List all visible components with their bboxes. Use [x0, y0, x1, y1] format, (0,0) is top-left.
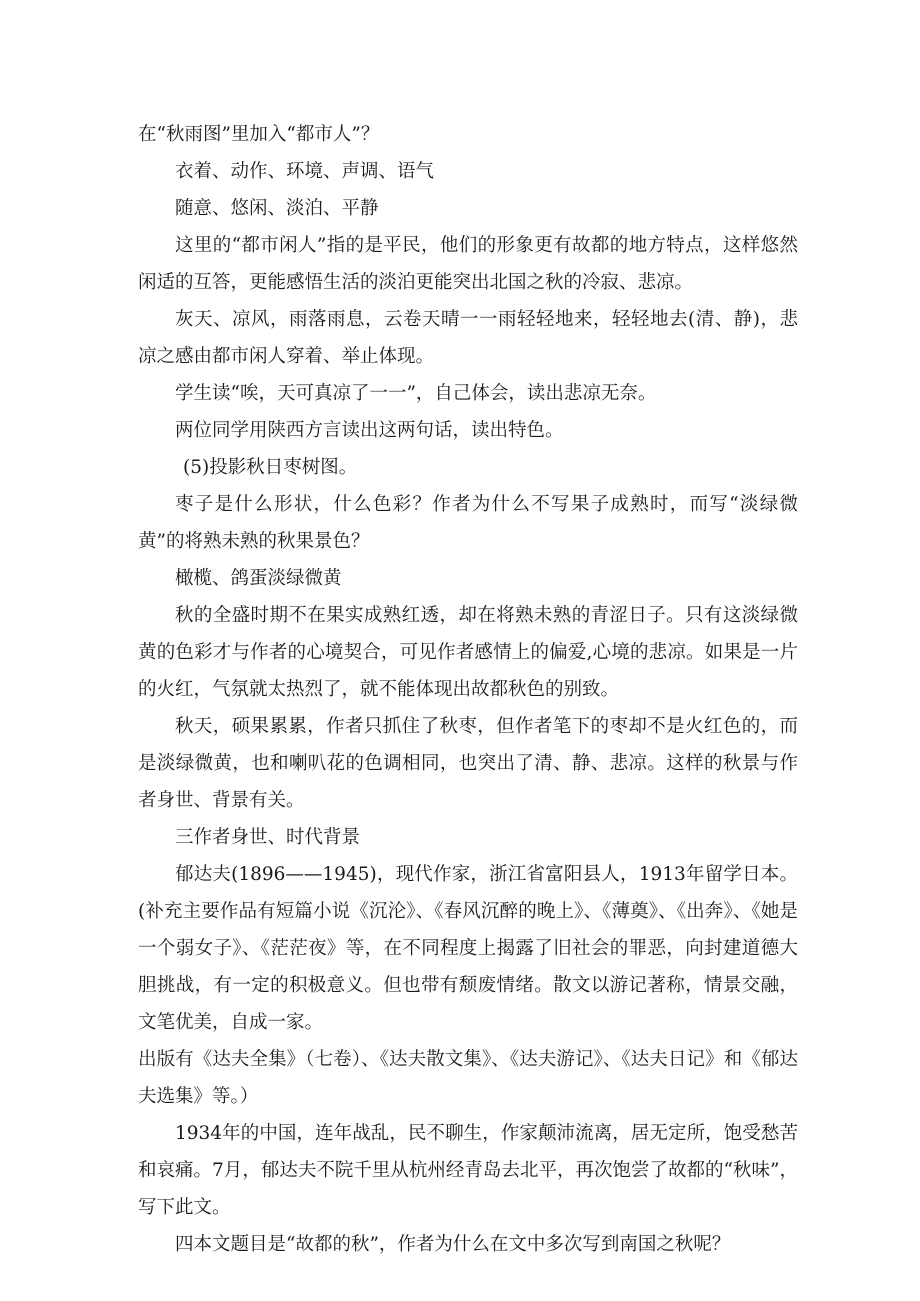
- paragraph-peak-autumn: 秋的全盛时期不在果实成熟红透，却在将熟未熟的青涩日子。只有这淡绿微黄的色彩才与作者的心境契合，可见作者感情上的偏爱,心境的悲凉。如果是一片的火红，气氛就太热烈了，就不能体现出故都秋色的别致。: [138, 605, 798, 700]
- paragraph-question-autumn-rain: 在“秋雨图”里加入“都市人”？: [138, 124, 380, 145]
- paragraph-olive-egg: 橄榄、鸽蛋淡绿微黄: [175, 568, 342, 589]
- paragraph-jujube-projection: (5)投影秋日枣树图。: [183, 457, 358, 478]
- paragraph-autumn-harvest: 秋天，硕果累累，作者只抓住了秋枣，但作者笔下的枣却不是火红色的，而是淡绿微黄，也和喇叭花的色调相同，也突出了清、静、悲凉。这样的秋景与作者身世、背景有关。: [138, 716, 798, 811]
- section-heading-south-autumn: 四本文题目是“故都的秋”，作者为什么在文中多次写到南国之秋呢？: [175, 1234, 731, 1255]
- paragraph-casual-leisurely: 随意、悠闲、淡泊、平静: [175, 198, 379, 219]
- paragraph-grey-sky: 灰天、凉风，雨落雨息，云卷天晴一一雨轻轻地来，轻轻地去(清、静)，悲凉之感由都市闲人穿着、举止体现。: [138, 309, 798, 367]
- document-body: [138, 116, 798, 1263]
- paragraph-jujube-question: 枣子是什么形状，什么色彩？作者为什么不写果子成熟时，而写“淡绿微黄”的将熟未熟的秋果景色？: [138, 494, 798, 552]
- paragraph-yu-dafu-bio: 郁达夫(1896——1945)，现代作家，浙江省富阳县人，1913年留学日本。(补充主要作品有短篇小说《沉沦》、《春风沉醉的晚上》、《薄奠》、《出奔》、《她是一个弱女子》、《茫茫夜》等，在不同程度上揭露了旧社会的罪恶，向封建道德大胆挑战，有一定的积极意义。但也带有颓废情绪。散文以游记著称，情景交融，文笔优美，自成一家。: [138, 864, 798, 1033]
- paragraph-urban-idlers: 这里的“都市闲人”指的是平民，他们的形象更有故都的地方特点，这样悠然闲适的互答，更能感悟生活的淡泊更能突出北国之秋的冷寂、悲凉。: [138, 235, 798, 293]
- section-heading-author-background: 三作者身世、时代背景: [175, 827, 361, 848]
- paragraph-dialect-reading: 两位同学用陕西方言读出这两句话，读出特色。: [175, 420, 564, 441]
- paragraph-publications: 出版有《达夫全集》（七卷）、《达夫散文集》、《达夫游记》、《达夫日记》和《郁达夫选集》等。）: [138, 1049, 798, 1107]
- paragraph-1934-china: 1934年的中国，连年战乱，民不聊生，作家颠沛流离，居无定所，饱受愁苦和哀痛。7月，郁达夫不院千里从杭州经青岛去北平，再次饱尝了故都的“秋味”，写下此文。: [138, 1123, 798, 1218]
- paragraph-student-reading: 学生读“唉，天可真凉了一一”，自己体会，读出悲凉无奈。: [175, 383, 657, 404]
- paragraph-clothing-actions: 衣着、动作、环境、声调、语气: [175, 161, 435, 182]
